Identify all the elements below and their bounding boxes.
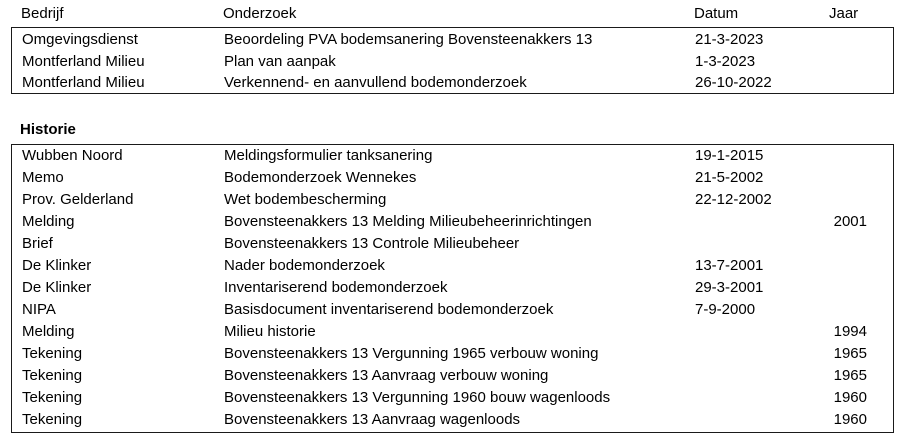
cell-bedrijf: Tekening — [22, 389, 83, 406]
cell-jaar: 1960 — [833, 389, 867, 406]
cell-jaar: 2001 — [833, 213, 867, 230]
cell-datum: 19-1-2015 — [695, 147, 764, 164]
cell-jaar: 1965 — [833, 345, 867, 362]
cell-bedrijf: Prov. Gelderland — [22, 191, 134, 208]
cell-bedrijf: Brief — [22, 235, 53, 252]
cell-onderzoek: Bovensteenakkers 13 Controle Milieubeheer — [224, 235, 520, 252]
table-row — [1, 145, 902, 167]
cell-onderzoek: Wet bodembescherming — [224, 191, 387, 208]
cell-bedrijf: Tekening — [22, 345, 83, 362]
table-row — [1, 211, 902, 233]
cell-onderzoek: Basisdocument inventariserend bodemonderzoek — [224, 301, 554, 318]
cell-bedrijf: Omgevingsdienst — [22, 31, 138, 48]
cell-onderzoek: Plan van aanpak — [224, 52, 336, 70]
cell-bedrijf: Tekening — [22, 411, 83, 428]
historie-table — [11, 144, 894, 433]
column-header-row — [0, 3, 902, 25]
cell-datum: 13-7-2001 — [695, 257, 764, 274]
cell-jaar: 1965 — [833, 367, 867, 384]
cell-onderzoek: Inventariserend bodemonderzoek — [224, 279, 448, 296]
cell-bedrijf: Melding — [22, 323, 75, 340]
cell-jaar: 1960 — [833, 411, 867, 428]
cell-datum: 26-10-2022 — [695, 74, 772, 91]
table-row — [1, 299, 902, 321]
cell-datum: 21-3-2023 — [695, 31, 764, 48]
cell-bedrijf: NIPA — [22, 301, 56, 318]
cell-onderzoek: Verkennend- en aanvullend bodemonderzoek — [224, 74, 527, 91]
cell-onderzoek: Bovensteenakkers 13 Aanvraag verbouw woning — [224, 367, 549, 384]
table-row — [1, 255, 902, 277]
cell-datum: 1-3-2023 — [695, 52, 756, 70]
cell-onderzoek: Bovensteenakkers 13 Melding Milieubeheerinrichtingen — [224, 213, 592, 230]
cell-onderzoek: Bodemonderzoek Wennekes — [224, 169, 417, 186]
table-row — [1, 72, 902, 94]
cell-onderzoek: Nader bodemonderzoek — [224, 257, 385, 274]
table-row — [1, 409, 902, 431]
header-onderzoek: Onderzoek — [223, 5, 297, 22]
table-row — [1, 29, 902, 51]
cell-datum: 21-5-2002 — [695, 169, 764, 186]
table-row — [1, 365, 902, 387]
cell-bedrijf: Montferland Milieu — [22, 74, 145, 91]
cell-bedrijf: De Klinker — [22, 279, 92, 296]
cell-onderzoek: Bovensteenakkers 13 Vergunning 1960 bouw wagenloods — [224, 389, 611, 406]
cell-bedrijf: Wubben Noord — [22, 147, 123, 164]
header-datum: Datum — [694, 5, 739, 22]
header-bedrijf: Bedrijf — [21, 5, 64, 22]
cell-bedrijf: Montferland Milieu — [22, 52, 145, 70]
cell-onderzoek: Milieu historie — [224, 323, 316, 340]
current-reports-table — [11, 27, 894, 94]
table-row — [1, 277, 902, 299]
cell-datum: 22-12-2002 — [695, 191, 772, 208]
cell-datum: 7-9-2000 — [695, 301, 756, 318]
header-jaar: Jaar — [829, 5, 859, 22]
table-row — [1, 233, 902, 255]
cell-onderzoek: Beoordeling PVA bodemsanering Bovensteenakkers 13 — [224, 31, 593, 48]
cell-bedrijf: Melding — [22, 213, 75, 230]
table-row — [1, 321, 902, 343]
cell-bedrijf: Tekening — [22, 367, 83, 384]
cell-jaar: 1994 — [833, 323, 867, 340]
cell-datum: 29-3-2001 — [695, 279, 764, 296]
table-row — [1, 343, 902, 365]
table-row — [1, 167, 902, 189]
cell-onderzoek: Bovensteenakkers 13 Vergunning 1965 verbouw woning — [224, 345, 599, 362]
cell-onderzoek: Meldingsformulier tanksanering — [224, 147, 433, 164]
cell-bedrijf: Memo — [22, 169, 64, 186]
table-row — [1, 189, 902, 211]
table-row — [1, 387, 902, 409]
historie-title: Historie — [20, 121, 76, 138]
cell-bedrijf: De Klinker — [22, 257, 92, 274]
cell-onderzoek: Bovensteenakkers 13 Aanvraag wagenloods — [224, 411, 521, 428]
table-row — [1, 51, 902, 73]
